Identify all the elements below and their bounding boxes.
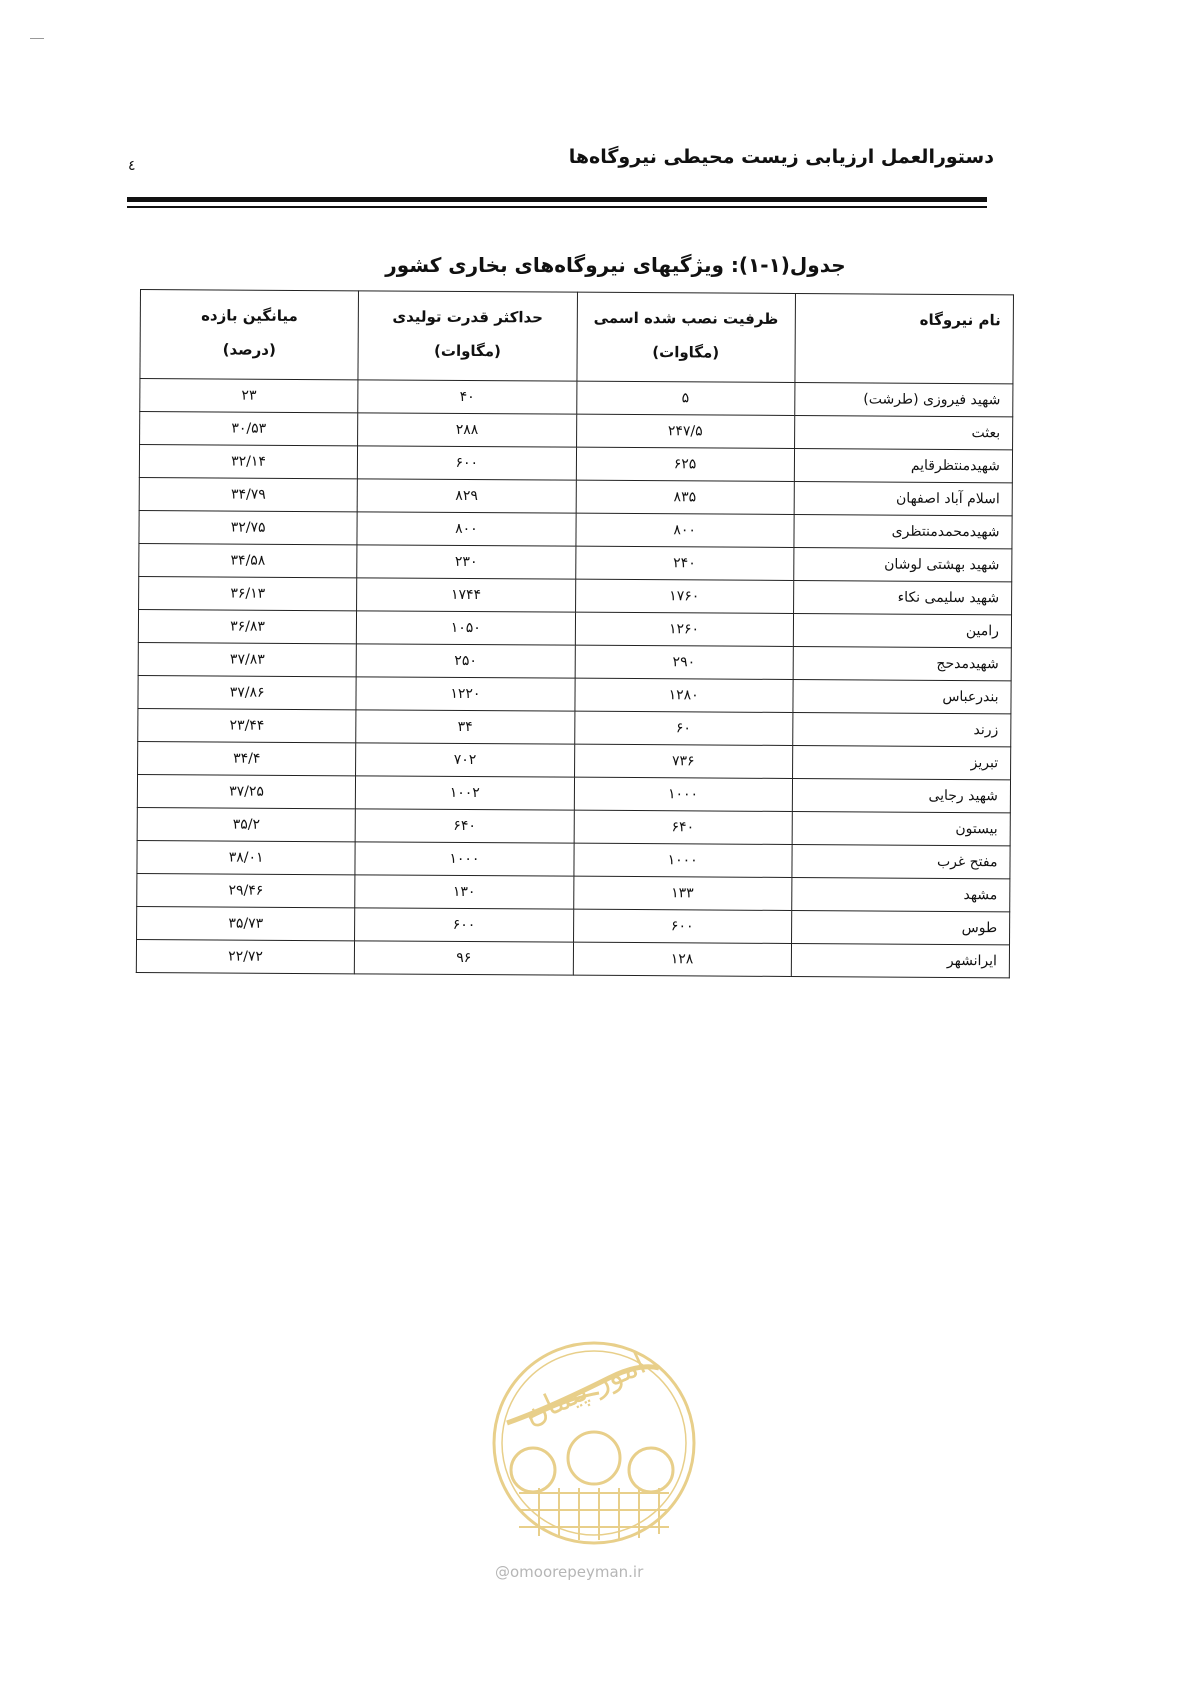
table-row (138, 741, 1011, 779)
cell-installed-capacity: ۶۰۰ (573, 909, 791, 943)
column-header-max-output (358, 291, 577, 381)
cell-plant-name: شهیدمنتظرقایم (794, 448, 1012, 482)
cell-installed-capacity: ۱۲۶۰ (575, 612, 793, 646)
table-row (136, 939, 1009, 977)
table-row (139, 445, 1012, 483)
cell-max-output: ۱۲۲۰ (356, 677, 574, 711)
cell-plant-name: تبریز (792, 745, 1010, 779)
cell-plant-name: مشهد (791, 877, 1009, 911)
cell-installed-capacity: ۶۰ (574, 711, 792, 745)
cell-installed-capacity: ۱۰۰۰ (574, 777, 792, 811)
cell-max-output: ۶۰۰ (355, 908, 573, 942)
cell-max-output: ۲۸۸ (358, 413, 576, 447)
header-rule-thin (127, 206, 987, 208)
seal-lettering: امور پیمان (518, 1346, 652, 1433)
cell-plant-name: بعثت (794, 416, 1012, 450)
cell-installed-capacity: ۱۲۸ (573, 942, 791, 976)
header-rule-thick (127, 197, 987, 202)
cell-installed-capacity: ۲۴۰ (575, 546, 793, 580)
cell-plant-name: زرند (792, 712, 1010, 746)
table-row (139, 510, 1012, 548)
cell-plant-name: طوس (791, 910, 1009, 944)
watermark-url: @omoorepeyman.ir (495, 1563, 644, 1581)
cell-installed-capacity: ۶۴۰ (574, 810, 792, 844)
cell-average-efficiency: ۳۷/۸۳ (138, 642, 356, 676)
cell-max-output: ۳۴ (356, 710, 574, 744)
cell-average-efficiency: ۳۴/۵۸ (139, 543, 357, 577)
cell-average-efficiency: ۳۶/۱۳ (139, 576, 357, 610)
cell-plant-name: شهیدمدحج (793, 646, 1011, 680)
table-row (137, 774, 1010, 812)
cell-max-output: ۶۴۰ (355, 809, 573, 843)
cell-installed-capacity: ۲۹۰ (575, 645, 793, 679)
cell-average-efficiency: ۳۵/۷۳ (137, 906, 355, 940)
cell-average-efficiency: ۳۲/۷۵ (139, 510, 357, 544)
cell-installed-capacity: ۱۰۰۰ (573, 843, 791, 877)
cell-average-efficiency: ۳۰/۵۳ (140, 412, 358, 446)
cell-plant-name: شهید بهشتی لوشان (793, 547, 1011, 581)
cell-installed-capacity: ۱۳۳ (573, 876, 791, 910)
cell-plant-name: شهید رجایی (792, 778, 1010, 812)
cell-average-efficiency: ۳۵/۲ (137, 807, 355, 841)
cell-plant-name: بندرعباس (793, 679, 1011, 713)
table-row (138, 642, 1011, 680)
table-row (137, 873, 1010, 911)
cell-plant-name: اسلام آباد اصفهان (794, 481, 1012, 515)
cell-max-output: ۱۰۵۰ (357, 611, 575, 645)
cell-max-output: ۸۰۰ (357, 512, 575, 546)
running-header-title: دستورالعمل ارزیابی زیست محیطی نیروگاه‌ها (568, 146, 994, 168)
table-row (138, 708, 1011, 746)
table-row (138, 609, 1011, 647)
column-header-line: ظرفیت نصب شده اسمی (593, 308, 779, 328)
table-row (139, 543, 1012, 581)
cell-plant-name: مفتح غرب (792, 844, 1010, 878)
cell-installed-capacity: ۶۲۵ (576, 447, 794, 481)
cell-average-efficiency: ۲۹/۴۶ (137, 873, 355, 907)
cell-average-efficiency: ۲۲/۷۲ (136, 939, 354, 973)
cell-plant-name: شهیدمحمدمنتظری (794, 514, 1012, 548)
cell-plant-name: شهید سلیمی نکاء (793, 580, 1011, 614)
table-body (136, 379, 1013, 978)
table-row (137, 906, 1010, 944)
column-header-line: نام نیروگاه (919, 310, 1001, 330)
table-row (140, 412, 1013, 450)
cell-average-efficiency: ۳۲/۱۴ (139, 445, 357, 479)
cell-max-output: ۸۲۹ (357, 479, 575, 513)
column-header-unit: (مگاوات) (433, 341, 502, 361)
cell-average-efficiency: ۲۳/۴۴ (138, 708, 356, 742)
cell-max-output: ۱۷۴۴ (357, 578, 575, 612)
column-header-unit: (درصد) (222, 340, 276, 359)
table-row (139, 576, 1012, 614)
cell-plant-name: بیستون (792, 811, 1010, 845)
table-row (139, 477, 1012, 515)
cell-plant-name: رامین (793, 613, 1011, 647)
cell-installed-capacity: ۲۴۷/۵ (576, 414, 794, 448)
table-header-row (140, 290, 1014, 384)
scan-mark (30, 38, 44, 39)
cell-installed-capacity: ۱۷۶۰ (575, 579, 793, 613)
cell-max-output: ۲۵۰ (356, 644, 574, 678)
cell-max-output: ۱۰۰۰ (355, 842, 573, 876)
column-header-installed-capacity (576, 292, 795, 382)
cell-max-output: ۶۰۰ (358, 446, 576, 480)
cell-installed-capacity: ۸۰۰ (575, 513, 793, 547)
cell-max-output: ۴۰ (358, 380, 576, 414)
cell-average-efficiency: ۳۷/۲۵ (137, 774, 355, 808)
column-header-line: حداکثر قدرت تولیدی (392, 307, 544, 327)
cell-average-efficiency: ۳۴/۴ (138, 741, 356, 775)
table-row (140, 379, 1013, 417)
table-row (137, 840, 1010, 878)
column-header-average-efficiency (140, 290, 359, 380)
cell-average-efficiency: ۳۴/۷۹ (139, 477, 357, 511)
cell-average-efficiency: ۳۶/۸۳ (138, 609, 356, 643)
omoore-peyman-seal-logo (489, 1338, 699, 1548)
cell-max-output: ۲۳۰ (357, 545, 575, 579)
cell-installed-capacity: ۸۳۵ (576, 480, 794, 514)
cell-max-output: ۱۳۰ (355, 875, 573, 909)
table-row (138, 675, 1011, 713)
cell-plant-name: ایرانشهر (791, 943, 1009, 977)
page-number: ٤ (128, 158, 136, 174)
cell-installed-capacity: ۵ (576, 381, 794, 415)
cell-plant-name: شهید فیروزی (طرشت) (794, 383, 1012, 417)
cell-max-output: ۷۰۲ (356, 743, 574, 777)
cell-average-efficiency: ۳۷/۸۶ (138, 675, 356, 709)
table-row (137, 807, 1010, 845)
power-plants-table (136, 289, 1014, 978)
cell-installed-capacity: ۷۳۶ (574, 744, 792, 778)
cell-average-efficiency: ۲۳ (140, 379, 358, 413)
cell-max-output: ۹۶ (355, 941, 573, 975)
column-header-unit: (مگاوات) (652, 343, 720, 362)
table-caption: جدول(۱-۱): ویژگیهای نیروگاه‌های بخاری کشور (385, 253, 846, 277)
column-header-line: میانگین بازده (201, 306, 298, 325)
cell-average-efficiency: ۳۸/۰۱ (137, 840, 355, 874)
column-header-plant-name (795, 294, 1014, 384)
cell-installed-capacity: ۱۲۸۰ (574, 678, 792, 712)
cell-max-output: ۱۰۰۲ (356, 776, 574, 810)
